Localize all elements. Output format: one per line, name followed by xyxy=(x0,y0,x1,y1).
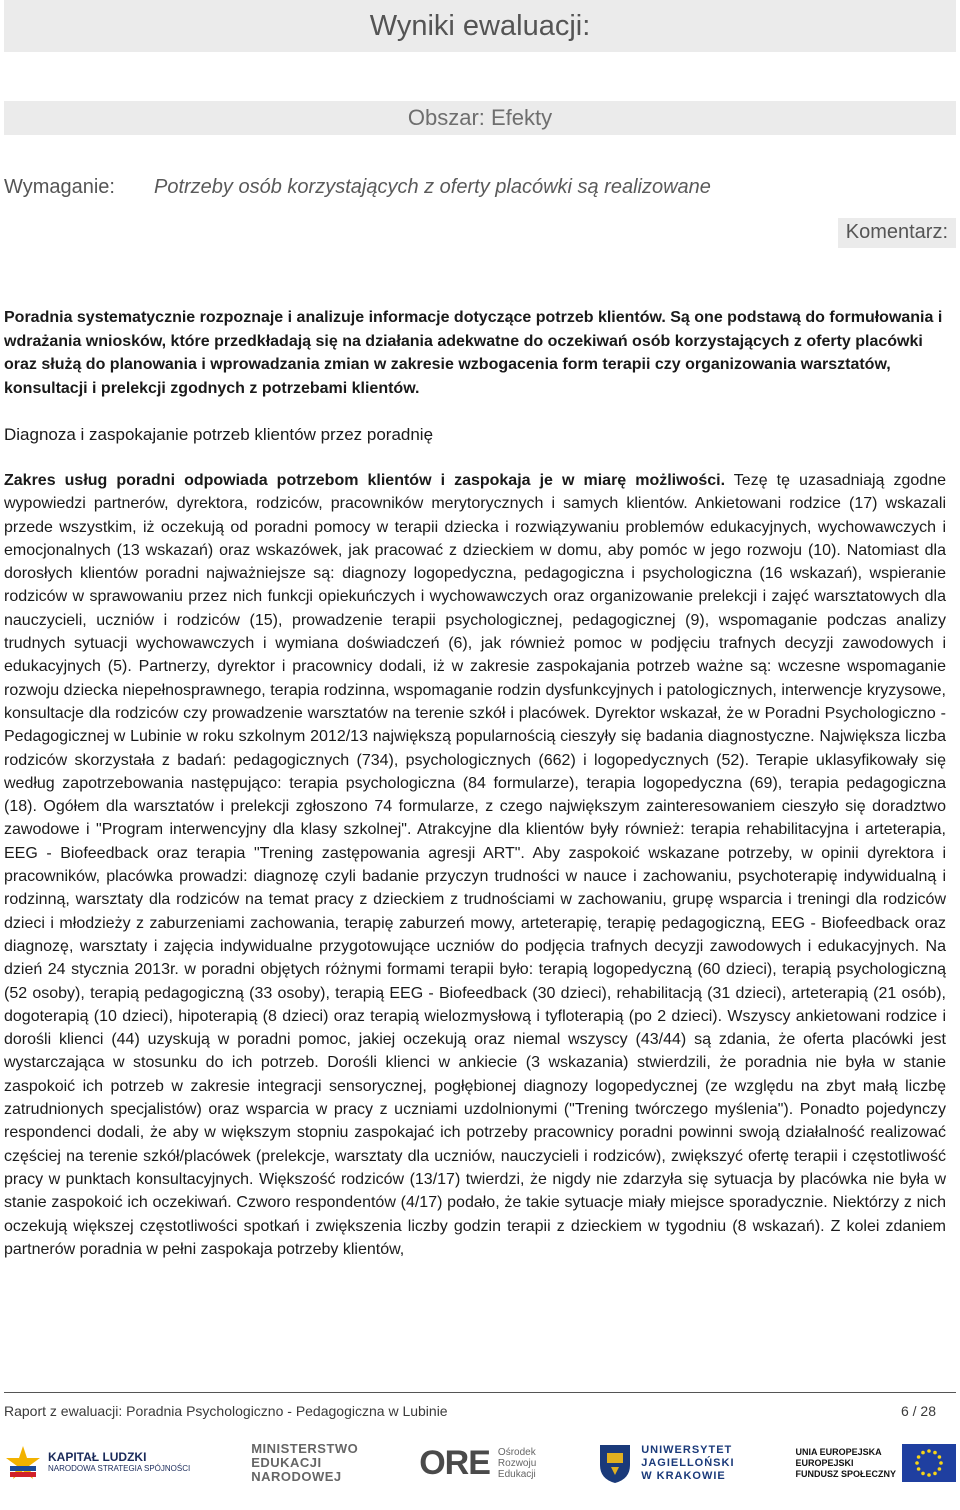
comment-header xyxy=(4,218,956,248)
page-footer xyxy=(4,1403,936,1419)
ore-line-2: Rozwoju xyxy=(497,1457,537,1469)
kapital-ludzki-star-icon xyxy=(4,1444,42,1482)
men-line-2: EDUKACJI xyxy=(251,1455,322,1470)
page-title: Wyniki ewaluacji: xyxy=(369,9,591,42)
ue-line-3: FUNDUSZ SPOŁECZNY xyxy=(795,1468,896,1479)
ue-line-2: EUROPEJSKI xyxy=(795,1457,854,1468)
ue-line-1: UNIA EUROPEJSKA xyxy=(795,1446,882,1457)
summary-paragraph: Poradnia systematycznie rozpoznaje i analizuje informacje dotyczące potrzeb klientów. Są one podstawą do formułowania i wdrażania wniosków, które przedkładają się na działania adekwatne do oczekiwań osób korzystających z oferty placówki oraz służą do planowania i wprowadzania zmian w zakresie wzbogacenia form terapii czy organizowania warsztatów, konsultacji i prelekcji zgodnych z potrzebami klientów. xyxy=(4,309,943,397)
area-header xyxy=(4,101,956,135)
page-number: 6 / 28 xyxy=(900,1403,936,1419)
comment-label: Komentarz: xyxy=(838,218,956,248)
men-line-3: NARODOWEJ xyxy=(251,1469,342,1484)
eu-logo xyxy=(795,1444,956,1482)
body-paragraph xyxy=(4,469,946,1261)
report-title: Raport z ewaluacji: Poradnia Psychologiczno - Pedagogiczna w Lubinie xyxy=(4,1403,448,1419)
section-subheading: Diagnoza i zaspokajanie potrzeb klientów przez poradnię xyxy=(4,425,434,444)
men-line-1: MINISTERSTWO xyxy=(251,1441,359,1456)
eu-flag-icon xyxy=(902,1444,956,1482)
uj-line-3: W KRAKOWIE xyxy=(641,1469,726,1482)
body-text: Tezę tę uzasadniają zgodne wypowiedzi partnerów, dyrektora, rodziców, pracowników merytorycznych i samych klientów. Ankietowani rodzice (17) wskazali przede wszystkim, iż oczekują od poradni pomocy w terapii dziecka i rozwiązywaniu problemów edukacyjnych, wychowawczych i emocjonalnych (13 wskazań) oraz wskazówek, jak pracować z dzieckiem w domu, aby pomóc w jego rozwoju (10). Natomiast dla dorosłych klientów poradni najważniejsze są: diagnozy logopedyczna, pedagogiczna i psychologiczna (16 wskazań), wspieranie rodziców w sprawowaniu przez nich funkcji opiekuńczych i wychowawczych oraz organizowanie prelekcji i zajęć warsztatowych dla nauczycieli, uczniów i rodziców (15), prowadzenie terapii psychologicznej, pedagogicznej (9), wspomaganie podczas analizy trudnych sytuacji wychowawczych i wymiana doświadczeń (6), jak również pomoc w podjęciu trafnych decyzji zawodowych i edukacyjnych (5). Partnerzy, dyrektor i pracownicy dodali, iż w zakresie zaspokajania potrzeb ważne są: wczesne wspomaganie rozwoju dziecka niepełnosprawnego, terapia rodzinna, wspomaganie rodzin dysfunkcyjnych i patologicznych, interwencje kryzysowe, konsultacje dla rodziców czy prowadzenie warsztatów na terenie szkół i placówek. Dyrektor wskazał, że w Poradni Psychologiczno - Pedagogicznej w Lubinie w roku szkolnym 2012/13 największą popularnością cieszyły się badania diagnostyczne. Największa liczba rodziców skorzystała z badań: pedagogicznych (734), psychologicznych (662) i logopedycznych (52). Terapie uklasyfikowały się według zapotrzebowania następująco: terapia psychologiczna (84 formularze), terapia logopedyczna (69), terapia pedagogiczna (18). Ogółem dla warsztatów i prelekcji zgłoszono 74 formularze, z czego największym zainteresowaniem cieszyło się doradztwo zawodowe i "Program interwencyjny dla klasy szkolnej". Atrakcyjne dla klientów były również: terapia rehabilitacyjna i arteterapia, EEG - Biofeedback oraz terapia "Trening zastępowania agresji ART". Aby zaspokoić wskazane potrzeby, w opinii dyrektora i pracowników, placówka prowadzi: diagnozę czyli badanie przyczyn trudności w nauce i zachowaniu, psychoterapię indywidualną i rodzinną, warsztaty dla rodziców na temat pracy z dzieckiem z trudnościami w zachowaniu, grupę wsparcia i treningi dla rodziców dzieci i młodzieży z zaburzeniami zachowania, terapię zaburzeń mowy, arteterapię, terapię pedagogiczną, EEG - Biofeedback oraz diagnozę, warsztaty i zajęcia indywidualne przygotowujące uczniów do podjęcia trafnych decyzji zawodowych i edukacyjnych. Na dzień 24 stycznia 2013r. w poradni objętych różnymi formami terapii było: terapią logopedyczną (60 dzieci), terapią psychologiczną (52 osoby), terapią pedagogiczną (33 osoby), terapią EEG - Biofeedback (30 dzieci), rehabilitacją (31 dzieci), arteterapią (21 osób), dogoterapią (10 dzieci), hipoterapią (8 dzieci) oraz terapią wielozmysłową i tyfloterapią (po 2 dzieci). Wszyscy ankietowani rodzice i dorośli klienci (44) uzyskują w poradni pomoc, jakiej oczekują oraz niemal wszyscy (43/44) są zdania, że oferta placówki jest wystarczająca w stosunku do ich potrzeb. Dorośli klienci w ankiecie (3 wskazania) stwierdzili, że poradnia nie była w stanie zaspokoić ich potrzeb w zakresie integracji sensorycznej, pogłębionej diagnozy logopedycznej (ze względu na zbyt małą liczbę zatrudnionych specjalistów) oraz wsparcia w pracy z uczniami uzdolnionymi ("Trening twórczego myślenia"). Ponadto pojedynczy respondenci dodali, że aby w większym stopniu zaspokajać ich potrzeby pracownicy poradni powinni swoją działalność realizować częściej na terenie szkół/placówek (prelekcje, warsztaty dla uczniów, nauczycieli i rodziców), zwiększyć ofertę terapii i częstotliwość pracy w punktach konsultacyjnych. Większość rodziców (13/17) twierdzi, że nigdy nie zdarzyła się sytuacja by placówka nie była w stanie zaspokoić ich oczekiwań. Czworo respondentów (4/17) podało, że takie sytuacje miały miejsce sporadycznie. Niektórzy z nich oczekują większej częstotliwości spotkań i zwiększenia liczby godzin terapii z dzieckiem w tygodniu (8 wskazań). Z kolei zdaniem partnerów poradnia w pełni zaspokaja potrzeby klientów, xyxy=(4,472,946,1258)
evaluation-results-header xyxy=(4,0,956,52)
requirement-row xyxy=(4,170,956,204)
requirement-value: Potrzeby osób korzystających z oferty placówki są realizowane xyxy=(154,175,711,198)
ore-mark: ORE xyxy=(419,1443,490,1482)
kl-subtitle: NARODOWA STRATEGIA SPÓJNOŚCI xyxy=(48,1464,191,1473)
requirement-label: Wymaganie: xyxy=(4,175,115,198)
uj-logo xyxy=(597,1441,734,1485)
ore-logo xyxy=(419,1444,536,1483)
kapital-ludzki-logo xyxy=(4,1444,190,1482)
ore-line-3: Edukacji xyxy=(497,1468,536,1480)
sponsor-logos xyxy=(4,1430,956,1496)
body-lead-bold: Zakres usług poradni odpowiada potrzebom klientów i zaspokaja je w miarę możliwości. xyxy=(4,472,726,489)
ore-line-1: Ośrodek xyxy=(497,1446,536,1458)
area-title: Obszar: Efekty xyxy=(407,105,553,130)
footer-divider xyxy=(4,1392,956,1393)
uj-line-2: JAGIELLOŃSKI xyxy=(641,1456,735,1469)
men-logo xyxy=(251,1442,358,1484)
uj-crest-icon xyxy=(597,1441,633,1485)
kl-title: KAPITAŁ LUDZKI xyxy=(48,1450,147,1464)
uj-line-1: UNIWERSYTET xyxy=(641,1443,733,1456)
